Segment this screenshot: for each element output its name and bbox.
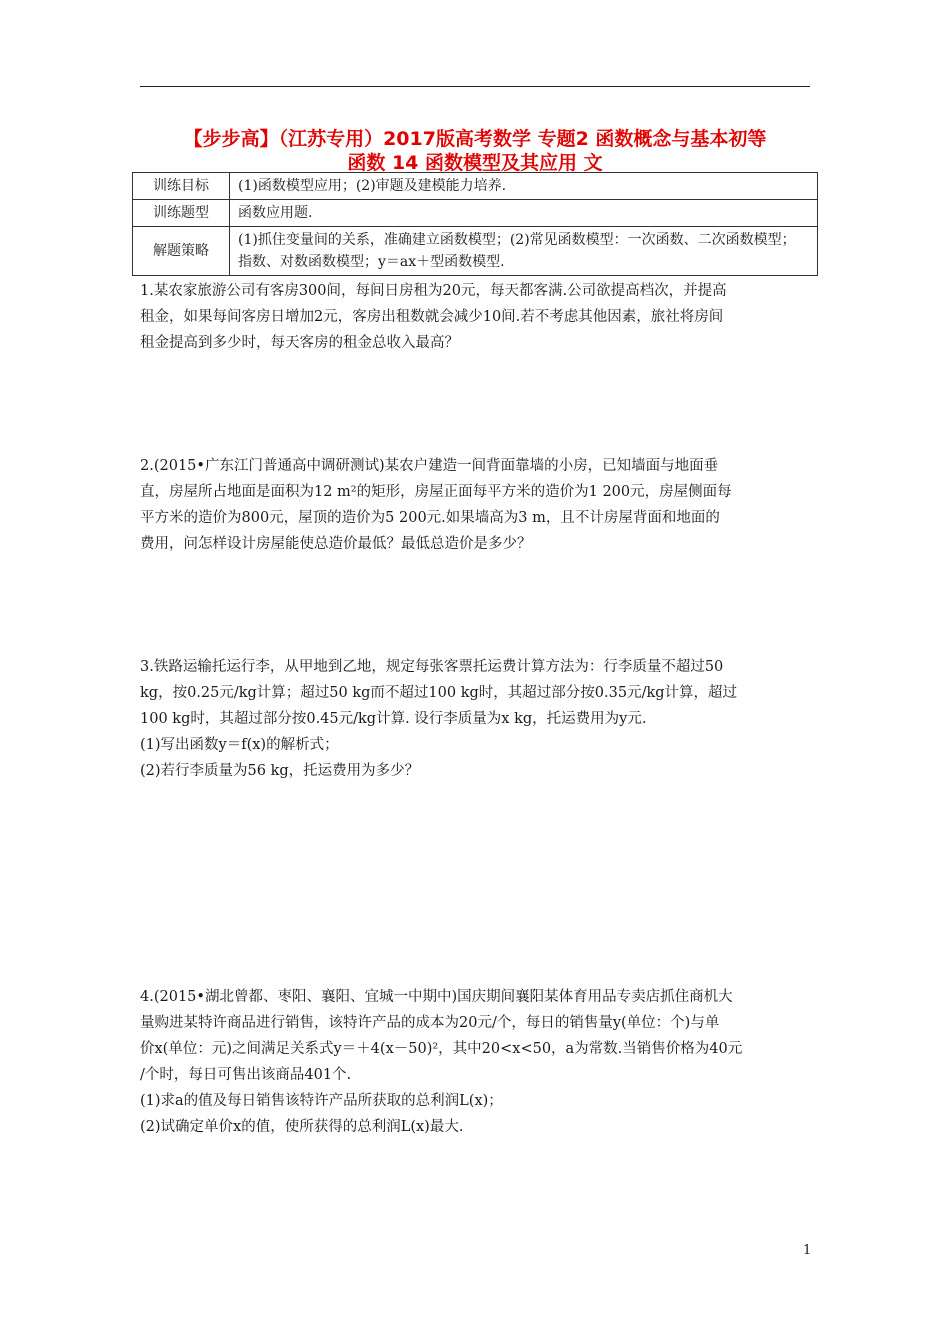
title-line-1: 【步步高】（江苏专用）2017版高考数学 专题2 函数概念与基本初等 [183,128,767,150]
question-line: 量购进某特许商品进行销售，该特许产品的成本为20元/个，每日的销售量y(单位：个)与单 [140,1015,720,1031]
question-line: /个时，每日可售出该商品401个. [140,1067,352,1083]
page-number: 1 [803,1243,812,1258]
page-title [130,127,820,175]
header-rule [140,86,810,87]
title-line-2: 函数 14 函数模型及其应用 文 [347,152,603,174]
question-line: 租金提高到多少时，每天客房的租金总收入最高？ [140,335,459,351]
row-label: 解题策略 [133,227,230,276]
question-line: 平方米的造价为800元，屋顶的造价为5 200元.如果墙高为3 m，且不计房屋背面和地面的 [140,510,720,526]
question-line: 4.(2015•湖北曾都、枣阳、襄阳、宜城一中期中)国庆期间襄阳某体育用品专卖店抓住商机大 [140,989,733,1005]
question-1 [140,278,815,356]
question-line: 价x(单位：元)之间满足关系式y＝＋4(x－50)²，其中20<x<50，a为常数.当销售价格为40元 [140,1041,743,1057]
question-2 [140,453,815,557]
row-value: (1)函数模型应用；(2)审题及建模能力培养. [230,173,818,200]
question-line: (1)求a的值及每日销售该特许产品所获取的总利润L(x)； [140,1093,503,1109]
row-value: 函数应用题. [230,200,818,227]
question-line: (1)写出函数y＝f(x)的解析式； [140,737,339,753]
question-line: 2.(2015•广东江门普通高中调研测试)某农户建造一间背面靠墙的小房，已知墙面与地面垂 [140,458,719,474]
question-line: (2)若行李质量为56 kg，托运费用为多少？ [140,763,420,779]
question-line: 1.某农家旅游公司有客房300间，每间日房租为20元，每天都客满.公司欲提高档次，并提高 [140,283,727,299]
question-4 [140,984,815,1140]
question-3 [140,654,815,784]
question-line: kg，按0.25元/kg计算；超过50 kg而不超过100 kg时，其超过部分按0.35元/kg计算，超过 [140,685,738,701]
row-label: 训练目标 [133,173,230,200]
question-line: (2)试确定单价x的值，使所获得的总利润L(x)最大. [140,1119,464,1135]
table-row [133,227,818,276]
question-line: 费用，问怎样设计房屋能使总造价最低？最低总造价是多少？ [140,536,532,552]
info-table [132,172,818,276]
table-row [133,173,818,200]
question-line: 租金，如果每间客房日增加2元，客房出租数就会减少10间.若不考虑其他因素，旅社将房间 [140,309,724,325]
question-line: 直，房屋所占地面是面积为12 m²的矩形，房屋正面每平方米的造价为1 200元，房屋侧面每 [140,484,732,500]
row-label: 训练题型 [133,200,230,227]
table-row [133,200,818,227]
question-line: 3.铁路运输托运行李，从甲地到乙地，规定每张客票托运费计算方法为：行李质量不超过50 [140,659,724,675]
question-line: 100 kg时，其超过部分按0.45元/kg计算. 设行李质量为x kg，托运费用为y元. [140,711,647,727]
row-value: (1)抓住变量间的关系，准确建立函数模型；(2)常见函数模型：一次函数、二次函数模型；指数、对数函数模型；y＝ax＋型函数模型. [230,227,818,276]
